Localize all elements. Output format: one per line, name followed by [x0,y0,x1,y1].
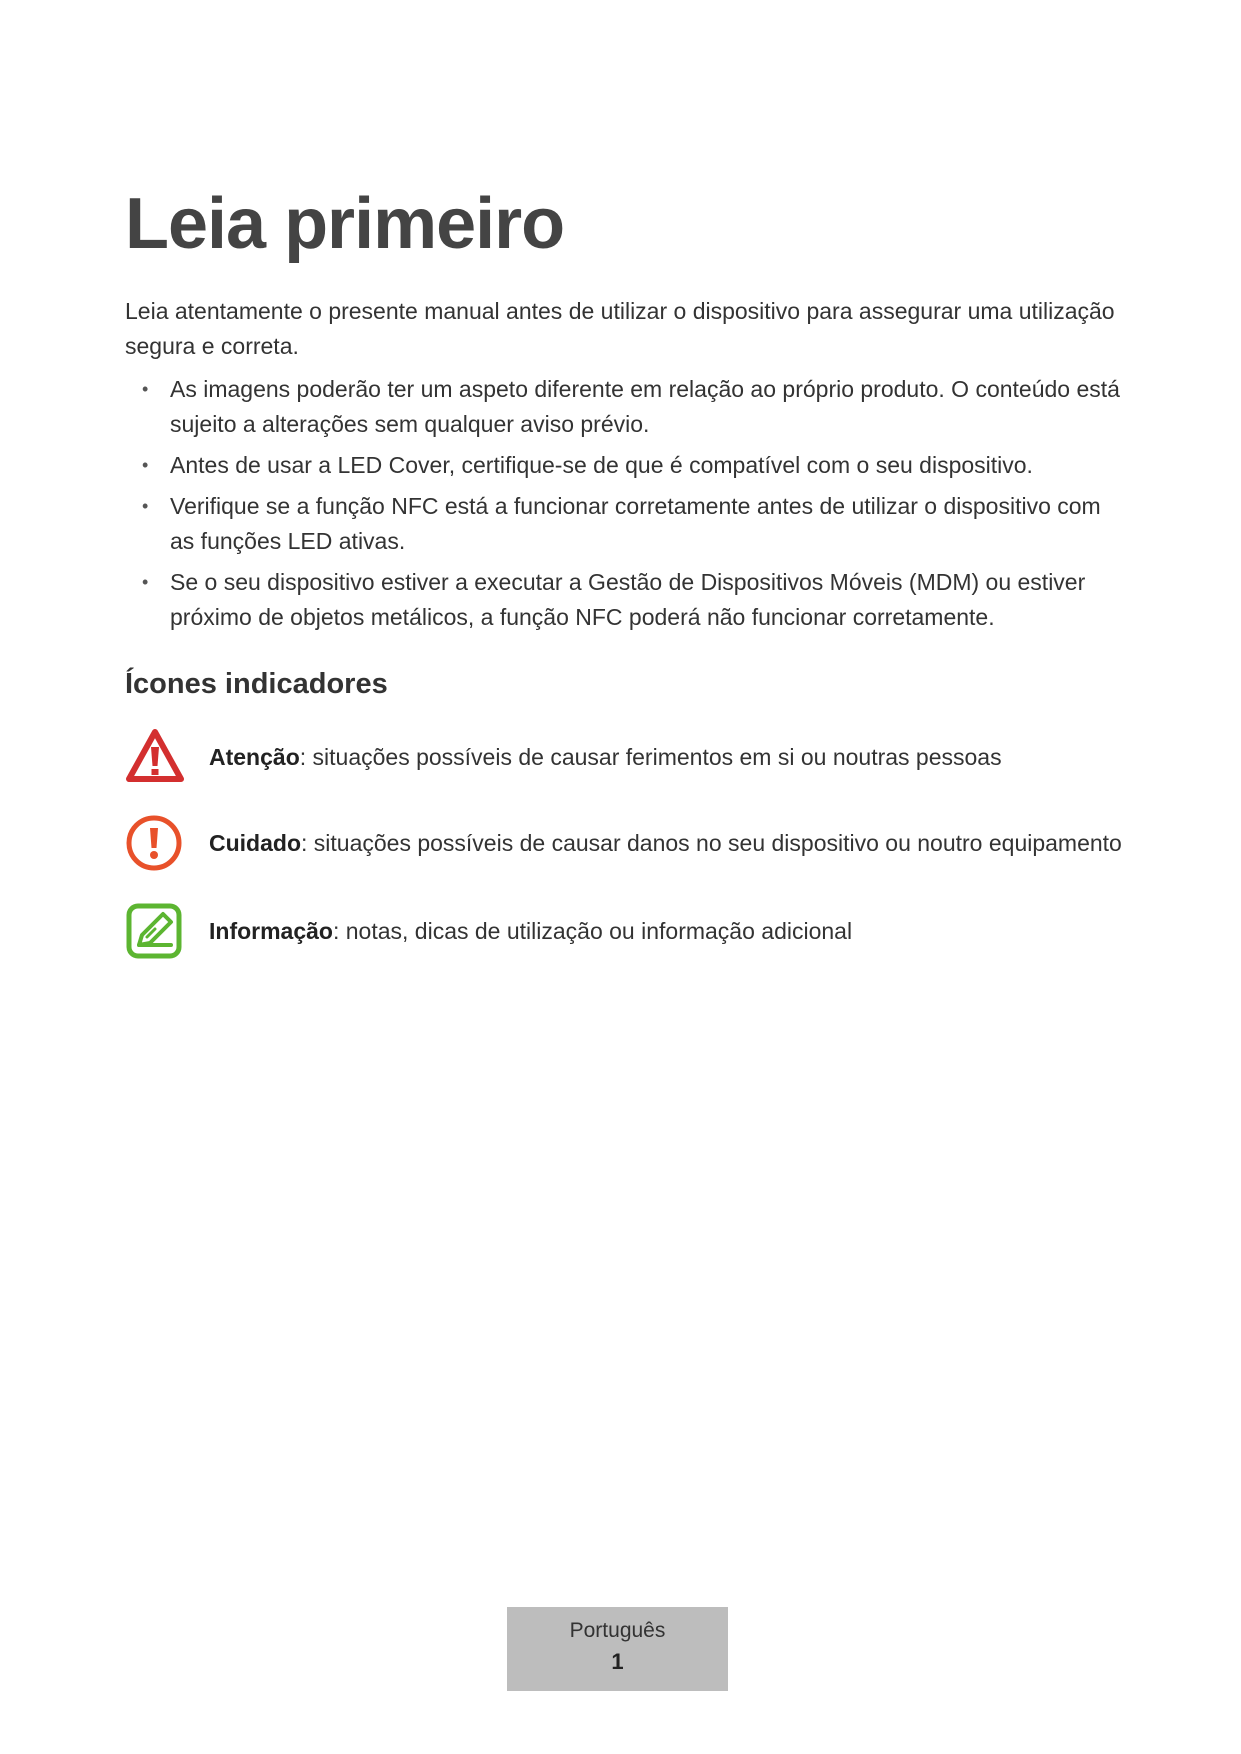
bullet-icon: • [142,496,149,516]
footer-language: Português [569,1619,666,1642]
indicator-label: Cuidado [209,830,301,856]
list-item-text: Se o seu dispositivo estiver a executar a Gestão de Dispositivos Móveis (MDM) ou estiver próximo de objetos metálicos, a função NFC poderá não funcionar corretamente. [170,569,1086,630]
bullet-icon: • [142,455,149,475]
list-item-text: Antes de usar a LED Cover, certifique-se de que é compatível com o seu dispositivo. [170,452,1033,478]
list-item [125,448,1125,483]
section-title: Ícones indicadores [125,668,388,700]
warning-triangle-icon [125,727,185,787]
indicator-description: : situações possíveis de causar danos no seu dispositivo ou noutro equipamento [301,830,1122,856]
list-item [125,489,1125,559]
page-number: 1 [611,1649,624,1674]
indicator-warning [125,727,1145,787]
page-title: Leia primeiro [125,184,565,264]
list-item-text: Verifique se a função NFC está a funcionar corretamente antes de utilizar o dispositivo com as funções LED ativas. [170,493,1101,554]
intro-paragraph: Leia atentamente o presente manual antes de utilizar o dispositivo para assegurar uma utilização segura e correta. [125,298,1115,359]
list-item [125,372,1125,442]
bullet-icon: • [142,572,149,592]
indicator-info [125,901,1145,961]
bullet-icon: • [142,379,149,399]
page-footer [507,1607,728,1691]
note-pen-icon [125,901,185,961]
indicator-label: Atenção [209,744,300,770]
list-item [125,565,1125,635]
indicator-label: Informação [209,918,333,944]
list-item-text: As imagens poderão ter um aspeto diferente em relação ao próprio produto. O conteúdo está sujeito a alterações sem qualquer aviso prévio. [170,376,1120,437]
indicator-description: : notas, dicas de utilização ou informação adicional [332,918,853,944]
caution-exclamation-icon [125,813,185,873]
notice-list [125,372,1125,641]
indicator-caution [125,813,1145,873]
indicator-description: : situações possíveis de causar ferimentos em si ou noutras pessoas [299,744,1002,770]
